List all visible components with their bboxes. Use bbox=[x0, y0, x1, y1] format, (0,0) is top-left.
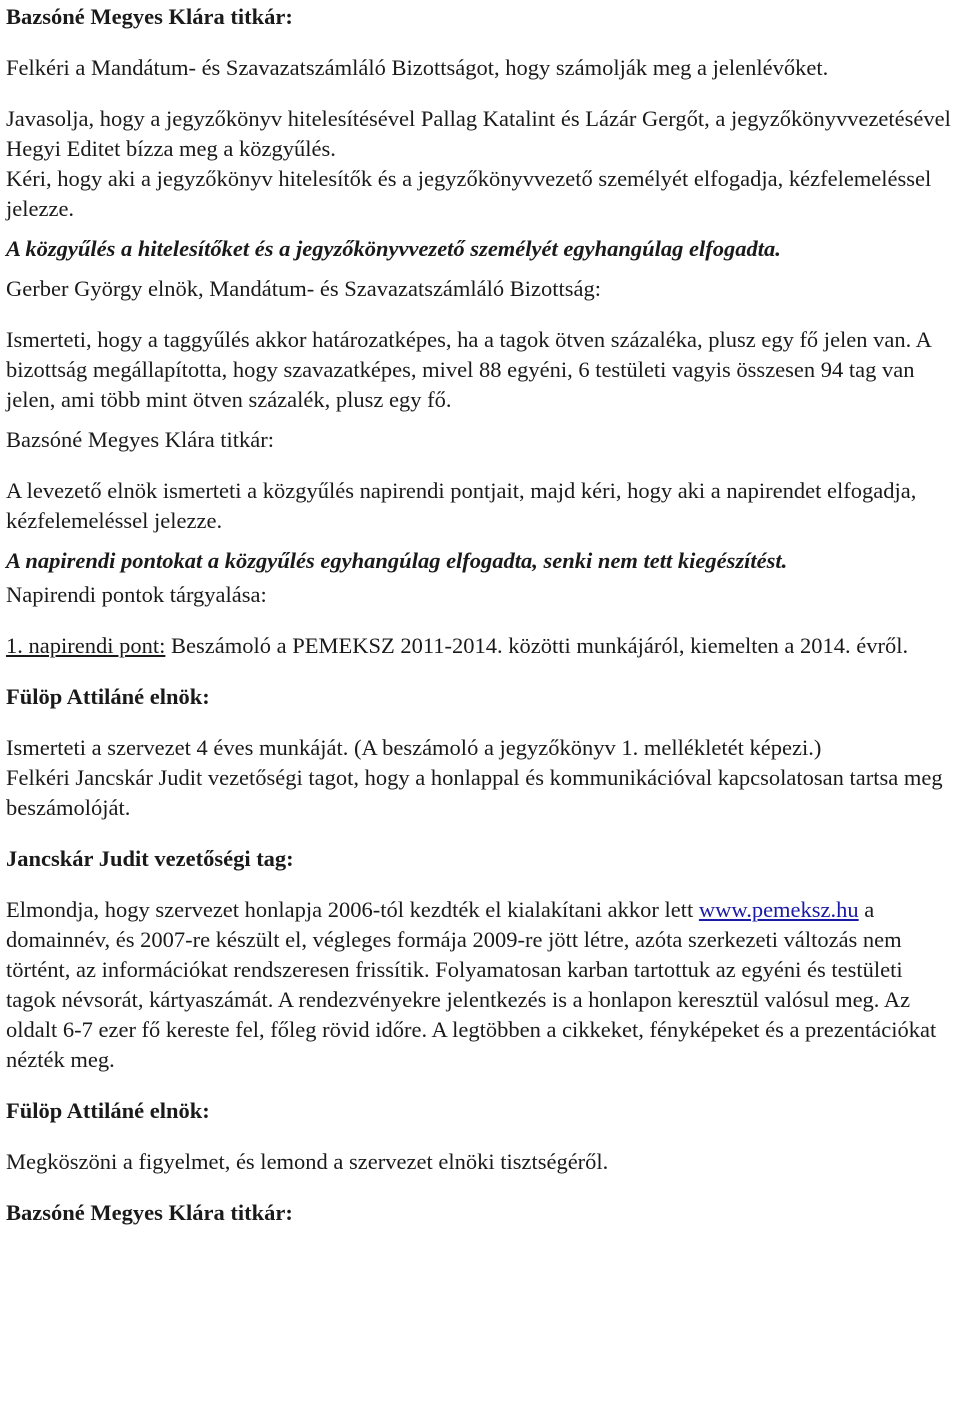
paragraph: Javasolja, hogy a jegyzőkönyv hitelesítésével Pallag Katalint és Lázár Gergőt, a jegyzőkönyvvezetésével Hegyi Editet bízza meg a közgyűlés. bbox=[6, 106, 951, 161]
agenda-item-text: Beszámoló a PEMEKSZ 2011-2014. közötti munkájáról, kiemelten a 2014. évről. bbox=[165, 633, 909, 658]
speaker-heading: Bazsóné Megyes Klára titkár: bbox=[6, 1200, 293, 1225]
paragraph: A levezető elnök ismerteti a közgyűlés napirendi pontjait, majd kéri, hogy aki a napirendet elfogadja, kézfelemeléssel jelezze. bbox=[6, 478, 917, 533]
paragraph bbox=[6, 895, 958, 1075]
speaker-heading: Bazsóné Megyes Klára titkár: bbox=[6, 427, 275, 452]
speaker-heading: Fülöp Attiláné elnök: bbox=[6, 1098, 210, 1123]
paragraph: Felkéri a Mandátum- és Szavazatszámláló Bizottságot, hogy számolják meg a jelenlévőket. bbox=[6, 55, 829, 80]
paragraph: Kéri, hogy aki a jegyzőkönyv hitelesítők és a jegyzőkönyvvezető személyét elfogadja, kézfelemeléssel jelezze. bbox=[6, 166, 932, 221]
paragraph: Felkéri Jancskár Judit vezetőségi tagot, hogy a honlappal és kommunikációval kapcsolatosan tartsa meg beszámolóját. bbox=[6, 765, 943, 820]
paragraph-text: Elmondja, hogy szervezet honlapja 2006-tól kezdték el kialakítani akkor lett bbox=[6, 897, 699, 922]
speaker-heading: Jancskár Judit vezetőségi tag: bbox=[6, 846, 294, 871]
agenda-heading: Napirendi pontok tárgyalása: bbox=[6, 582, 267, 607]
speaker-heading: Fülöp Attiláné elnök: bbox=[6, 684, 210, 709]
speaker-heading: Bazsóné Megyes Klára titkár: bbox=[6, 4, 293, 29]
document-page bbox=[6, 2, 958, 1228]
website-link[interactable]: www.pemeksz.hu bbox=[698, 897, 859, 922]
decision-text: A közgyűlés a hitelesítőket és a jegyzőkönyvvezető személyét egyhangúlag elfogadta. bbox=[6, 236, 781, 261]
paragraph-text: a domainnév, és 2007-re készült el, végleges formája 2009-re jött létre, azóta szerkezeti változás nem történt, az információkat rendszeresen frissítik. Folyamatosan karban tartottuk az egyéni és testületi tagok névsorát, kártyaszámát. A rendezvényekre jelentkezés is a honlapon keresztül valósul meg. Az oldalt 6-7 ezer fő kereste fel, főleg rövid időre. A legtöbben a cikkeket, fényképeket és a prezentációkat nézték meg. bbox=[6, 897, 937, 1072]
decision-text: A napirendi pontokat a közgyűlés egyhangúlag elfogadta, senki nem tett kiegészítést. bbox=[6, 548, 788, 573]
paragraph: Ismerteti, hogy a taggyűlés akkor határozatképes, ha a tagok ötven százaléka, plusz egy fő jelen van. A bizottság megállapította, hogy szavazatképes, mivel 88 egyéni, 6 testületi vagyis összesen 94 tag van jelen, ami több mint ötven százalék, plusz egy fő. bbox=[6, 327, 931, 412]
agenda-item bbox=[6, 631, 958, 661]
paragraph: Ismerteti a szervezet 4 éves munkáját. (A beszámoló a jegyzőkönyv 1. mellékletét képezi.) bbox=[6, 735, 822, 760]
agenda-item-label: 1. napirendi pont: bbox=[6, 633, 166, 658]
speaker-heading: Gerber György elnök, Mandátum- és Szavazatszámláló Bizottság: bbox=[6, 276, 602, 301]
paragraph: Megköszöni a figyelmet, és lemond a szervezet elnöki tisztségéről. bbox=[6, 1149, 609, 1174]
